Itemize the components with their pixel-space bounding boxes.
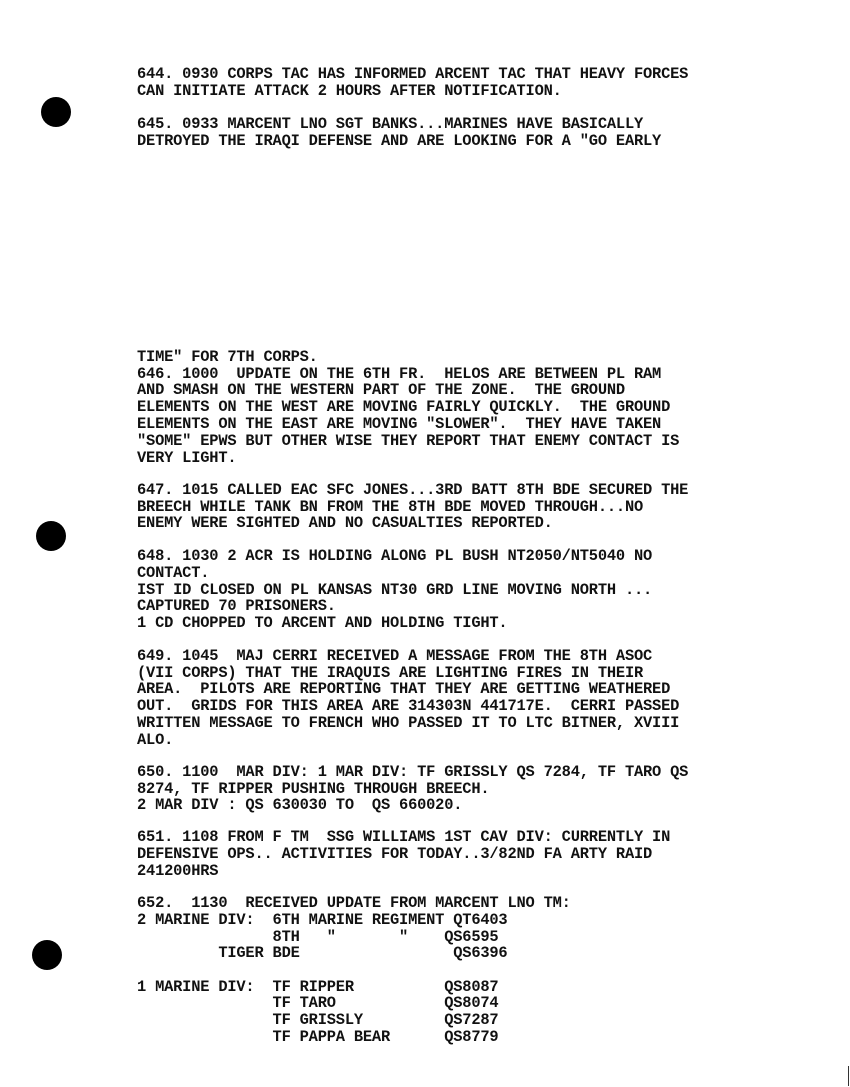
entry-649-line: WRITTEN MESSAGE TO FRENCH WHO PASSED IT TO LTC BITNER, XVIII [137, 714, 680, 732]
entry-646-line: TIME" FOR 7TH CORPS. [137, 348, 318, 366]
entry-650-line: 2 MAR DIV : QS 630030 TO QS 660020. [137, 796, 463, 814]
entry-649-line: (VII CORPS) THAT THE IRAQUIS ARE LIGHTING FIRES IN THEIR [137, 664, 644, 682]
entry-649-line: OUT. GRIDS FOR THIS AREA ARE 314303N 441717E. CERRI PASSED [137, 697, 680, 715]
entry-652-line: TF TARO QS8074 [137, 994, 499, 1012]
entry-646-line: ELEMENTS ON THE WEST ARE MOVING FAIRLY QUICKLY. THE GROUND [137, 398, 671, 416]
entry-646-line: AND SMASH ON THE WESTERN PART OF THE ZONE. THE GROUND [137, 381, 625, 399]
entry-646-line: 646. 1000 UPDATE ON THE 6TH FR. HELOS ARE BETWEEN PL RAM [137, 365, 662, 383]
entry-652-line: 2 MARINE DIV: 6TH MARINE REGIMENT QT6403 [137, 911, 508, 929]
entry-651-line: DEFENSIVE OPS.. ACTIVITIES FOR TODAY..3/82ND FA ARTY RAID [137, 845, 653, 863]
punch-hole-middle [36, 521, 66, 551]
entry-647-line: ENEMY WERE SIGHTED AND NO CASUALTIES REPORTED. [137, 514, 553, 532]
entry-647-line: 647. 1015 CALLED EAC SFC JONES...3RD BATT 8TH BDE SECURED THE [137, 481, 689, 499]
entry-652-line: 8TH " " QS6595 [137, 928, 499, 946]
entry-647-line: BREECH WHILE TANK BN FROM THE 8TH BDE MOVED THROUGH...NO [137, 498, 644, 516]
entry-646-line: VERY LIGHT. [137, 449, 237, 467]
entry-652-line: 1 MARINE DIV: TF RIPPER QS8087 [137, 978, 499, 996]
entry-649-line: AREA. PILOTS ARE REPORTING THAT THEY ARE GETTING WEATHERED [137, 680, 671, 698]
entry-646-line: "SOME" EPWS BUT OTHER WISE THEY REPORT THAT ENEMY CONTACT IS [137, 432, 680, 450]
entry-646-line: ELEMENTS ON THE EAST ARE MOVING "SLOWER". THEY HAVE TAKEN [137, 415, 662, 433]
entry-644-line: CAN INITIATE ATTACK 2 HOURS AFTER NOTIFICATION. [137, 82, 562, 100]
entry-648-line: 648. 1030 2 ACR IS HOLDING ALONG PL BUSH NT2050/NT5040 NO [137, 547, 653, 565]
entry-649-line: ALO. [137, 731, 174, 749]
entry-645-line: 645. 0933 MARCENT LNO SGT BANKS...MARINES HAVE BASICALLY [137, 115, 644, 133]
entry-648-line: IST ID CLOSED ON PL KANSAS NT30 GRD LINE MOVING NORTH ... [137, 581, 653, 599]
entry-648-line: CAPTURED 70 PRISONERS. [137, 597, 336, 615]
page-edge-mark [848, 1066, 849, 1086]
entry-649-line: 649. 1045 MAJ CERRI RECEIVED A MESSAGE FROM THE 8TH ASOC [137, 647, 653, 665]
entry-648-line: 1 CD CHOPPED TO ARCENT AND HOLDING TIGHT. [137, 614, 508, 632]
entry-651-line: 651. 1108 FROM F TM SSG WILLIAMS 1ST CAV DIV: CURRENTLY IN [137, 828, 671, 846]
entry-652-line: TIGER BDE QS6396 [137, 944, 508, 962]
entry-650-line: 650. 1100 MAR DIV: 1 MAR DIV: TF GRISSLY QS 7284, TF TARO QS [137, 763, 689, 781]
entry-652-line: TF GRISSLY QS7287 [137, 1011, 499, 1029]
punch-hole-bottom [32, 940, 62, 970]
entry-644-line: 644. 0930 CORPS TAC HAS INFORMED ARCENT TAC THAT HEAVY FORCES [137, 65, 689, 83]
entry-648-line: CONTACT. [137, 564, 210, 582]
entry-652-line: 652. 1130 RECEIVED UPDATE FROM MARCENT LNO TM: [137, 894, 571, 912]
entry-652-line: TF PAPPA BEAR QS8779 [137, 1028, 499, 1046]
punch-hole-top [41, 97, 71, 127]
entry-650-line: 8274, TF RIPPER PUSHING THROUGH BREECH. [137, 780, 490, 798]
entry-645-line: DETROYED THE IRAQI DEFENSE AND ARE LOOKING FOR A "GO EARLY [137, 132, 662, 150]
entry-651-line: 241200HRS [137, 862, 219, 880]
